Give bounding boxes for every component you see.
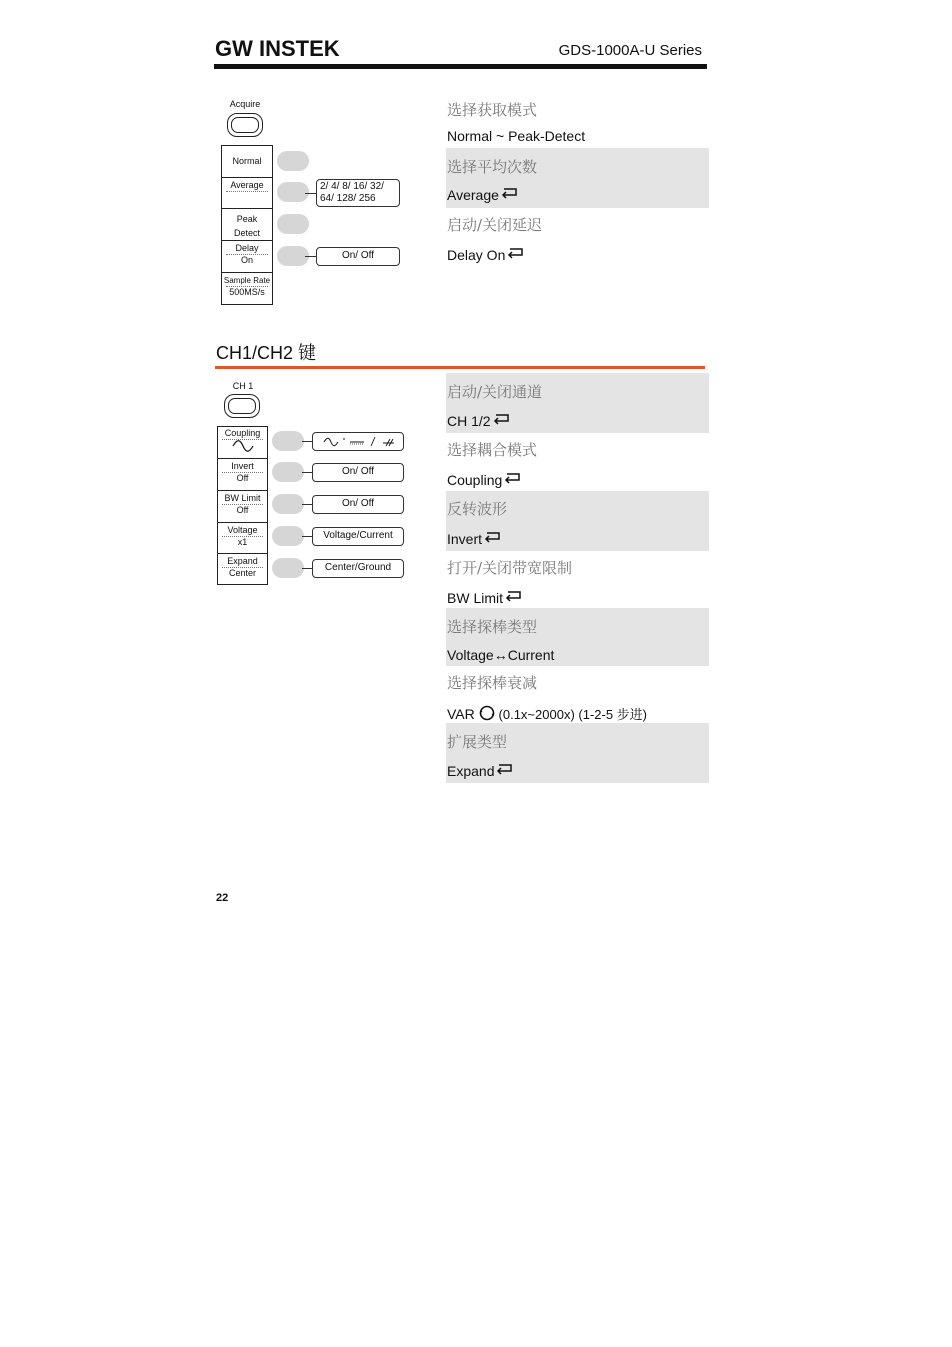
- invert-options-box: On/ Off: [312, 463, 404, 482]
- softkey-expand: Expand Center: [218, 554, 267, 585]
- desc-invert: 反转波形 Invert: [446, 491, 709, 551]
- return-arrow-icon: [492, 413, 510, 425]
- ch1-softkey-panel: [217, 426, 268, 585]
- delay-options-box: On/ Off: [316, 247, 400, 266]
- acquire-button-label: Acquire: [229, 99, 261, 109]
- softkey-2-pill: [272, 462, 304, 482]
- softkey-2-pill: [277, 182, 309, 202]
- softkey-average: Average: [222, 178, 272, 209]
- series-title: GDS-1000A-U Series: [558, 42, 702, 59]
- softkey-voltage: Voltage x1: [218, 523, 267, 554]
- softkey-peak-detect: Peak Detect: [222, 209, 272, 241]
- variable-knob-icon: [479, 705, 495, 721]
- return-arrow-icon: [483, 531, 501, 543]
- softkey-5-pill: [272, 558, 304, 578]
- return-arrow-icon: [506, 247, 524, 259]
- section-title: CH1/CH2 键: [216, 343, 317, 363]
- desc-bw-limit: 打开/关闭带宽限制 BW Limit: [447, 559, 573, 606]
- desc-average-count: 选择平均次数 Average: [446, 148, 709, 208]
- softkey-coupling: Coupling: [218, 427, 267, 459]
- softkey-3-pill: [277, 214, 309, 234]
- softkey-1-pill: [277, 151, 309, 171]
- softkey-4-pill: [272, 526, 304, 546]
- ac-coupling-icon: [222, 439, 263, 454]
- acquire-softkey-panel: [221, 145, 273, 305]
- return-arrow-icon: [495, 763, 513, 775]
- return-arrow-icon: [504, 590, 522, 602]
- coupling-ac-dc-ground-icons: [314, 433, 402, 450]
- softkey-1-pill: [272, 431, 304, 451]
- return-arrow-icon: [500, 187, 518, 199]
- softkey-normal: Normal: [222, 146, 272, 178]
- coupling-options-box: [312, 432, 404, 451]
- brand-logo: GW INSTEK: [215, 36, 340, 61]
- softkey-invert: Invert Off: [218, 459, 267, 491]
- desc-coupling: 选择耦合模式 Coupling: [447, 441, 538, 488]
- bw-options-box: On/ Off: [312, 495, 404, 514]
- softkey-bw-limit: BW Limit Off: [218, 491, 267, 523]
- desc-probe-type: 选择探棒类型 Voltage↔Current: [446, 608, 709, 666]
- desc-expand: 扩展类型 Expand: [446, 723, 709, 783]
- probe-type-options-box: Voltage/Current: [312, 527, 404, 546]
- return-arrow-icon: [503, 472, 521, 484]
- softkey-sample-rate: Sample Rate 500MS/s: [223, 276, 271, 297]
- desc-probe-attenuation: 选择探棒衰减 VAR (0.1x~2000x) (1-2-5 步进): [447, 674, 648, 722]
- acquire-hardware-button: [227, 113, 263, 137]
- ch1-button-label: CH 1: [232, 381, 254, 391]
- header-rule: [214, 64, 707, 69]
- expand-options-box: Center/Ground: [312, 559, 404, 578]
- ch1-hardware-button: [224, 394, 260, 418]
- desc-acquire-mode: 选择获取模式 Normal ~ Peak-Detect: [447, 101, 586, 144]
- section-rule: [215, 366, 705, 369]
- page-number: 22: [216, 892, 229, 904]
- desc-channel-on-off: 启动/关闭通道 CH 1/2: [446, 373, 709, 433]
- softkey-delay: Delay On: [222, 241, 272, 273]
- softkey-3-pill: [272, 494, 304, 514]
- average-options-box: 2/ 4/ 8/ 16/ 32/ 64/ 128/ 256: [316, 179, 400, 207]
- desc-delay: 启动/关闭延迟 Delay On: [447, 216, 543, 263]
